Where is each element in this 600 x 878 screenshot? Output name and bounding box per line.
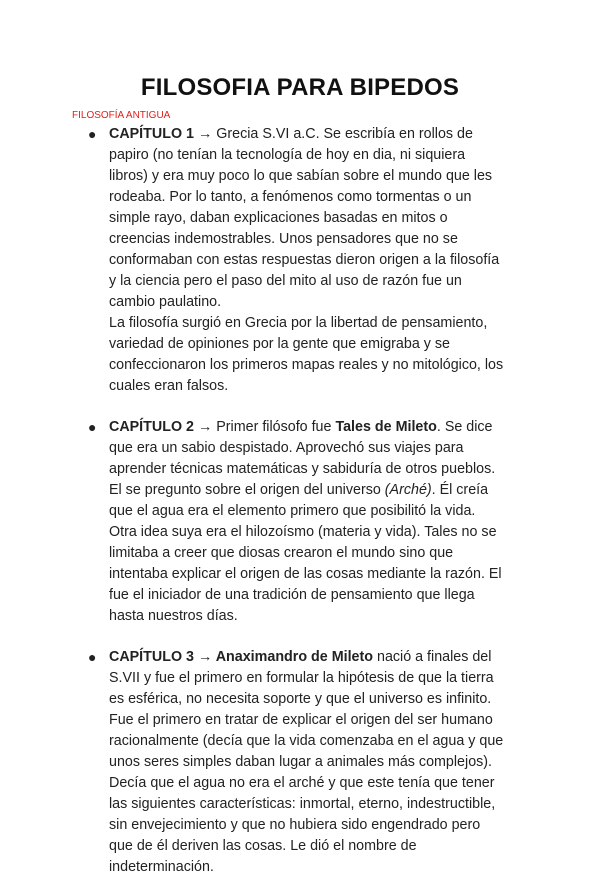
document-title: FILOSOFIA PARA BIPEDOS (140, 74, 460, 101)
chapter-1-text-2: La filosofía surgió en Grecia por la libertad de pensamiento, variedad de opiniones por la gente que emigraba y se confeccionaron los primeros mapas reales y no mitológico, los cuales eran falsos. (109, 315, 504, 394)
chapter-1-label: CAPÍTULO 1 (109, 126, 194, 142)
chapter-2-paragraph (109, 417, 504, 627)
chapter-1-paragraph-1 (109, 124, 504, 313)
bullet-icon: ● (88, 649, 97, 665)
arrow-icon: → (194, 649, 216, 665)
chapter-item-2 (0, 417, 600, 627)
philosopher-name-tales: Tales de Mileto (335, 419, 437, 435)
chapter-item-3 (0, 647, 600, 878)
chapter-1-paragraph-2 (109, 313, 504, 397)
chapter-2-text-c: . Él creía que el agua era el elemento primero que posibilitó la vida. Otra idea suya era el hilozoísmo (materia y vida). Tales no se limitaba a creer que diosas crearon el mundo sino que intentaba explicar el origen de las cosas mediante la razón. El fue el iniciador de una tradición de pensamiento que llega hasta nuestros días. (109, 482, 502, 624)
chapter-3-paragraph (109, 647, 504, 878)
term-arche: (Arché) (384, 482, 432, 498)
chapter-item-1 (0, 124, 600, 397)
chapter-2-text-b: . Se dice que era un sabio despistado. Aprovechó sus viajes para aprender técnicas matemáticas y sabiduría de otros pueblos. El se pregunto sobre el origen del universo (109, 419, 496, 498)
chapter-3-label: CAPÍTULO 3 (109, 649, 194, 665)
bullet-icon: ● (88, 126, 97, 142)
bullet-icon: ● (88, 419, 97, 435)
arrow-icon: → (194, 126, 217, 142)
philosopher-name-anaximandro: Anaximandro de Mileto (215, 649, 374, 665)
chapter-2-text-a: Primer filósofo fue (216, 419, 336, 435)
arrow-icon: → (194, 419, 217, 435)
section-heading: FILOSOFÍA ANTIGUA (72, 110, 171, 121)
chapter-1-text-1: Grecia S.VI a.C. Se escribía en rollos de papiro (no tenían la tecnología de hoy en dia, ni siquiera libros) y era muy poco lo que sabían sobre el mundo que les rodeaba. Por lo tanto, a fenómenos como tormentas o un simple rayo, daban explicaciones basadas en mitos o creencias indemostrables. Unos pensadores que no se conformaban con estas respuestas dieron origen a la filosofía y la ciencia pero el paso del mito al uso de razón fue un cambio paulatino. (109, 126, 500, 310)
chapter-list (0, 124, 600, 878)
chapter-3-text-a: nació a finales del S.VII y fue el primero en formular la hipótesis de que la tierra es esférica, no necesita soporte y que el universo es infinito. Fue el primero en tratar de explicar el origen del ser humano racionalmente (decía que la vida comenzaba en el agua y que unos seres simples daban lugar a animales más complejos). Decía que el agua no era el arché y que este tenía que tener las siguientes características: inmortal, eterno, indestructible, sin envejecimiento y que no hubiera sido engendrado pero que de él deriven las cosas. Le dió el nombre de indeterminación. (109, 649, 504, 875)
chapter-2-label: CAPÍTULO 2 (109, 419, 194, 435)
